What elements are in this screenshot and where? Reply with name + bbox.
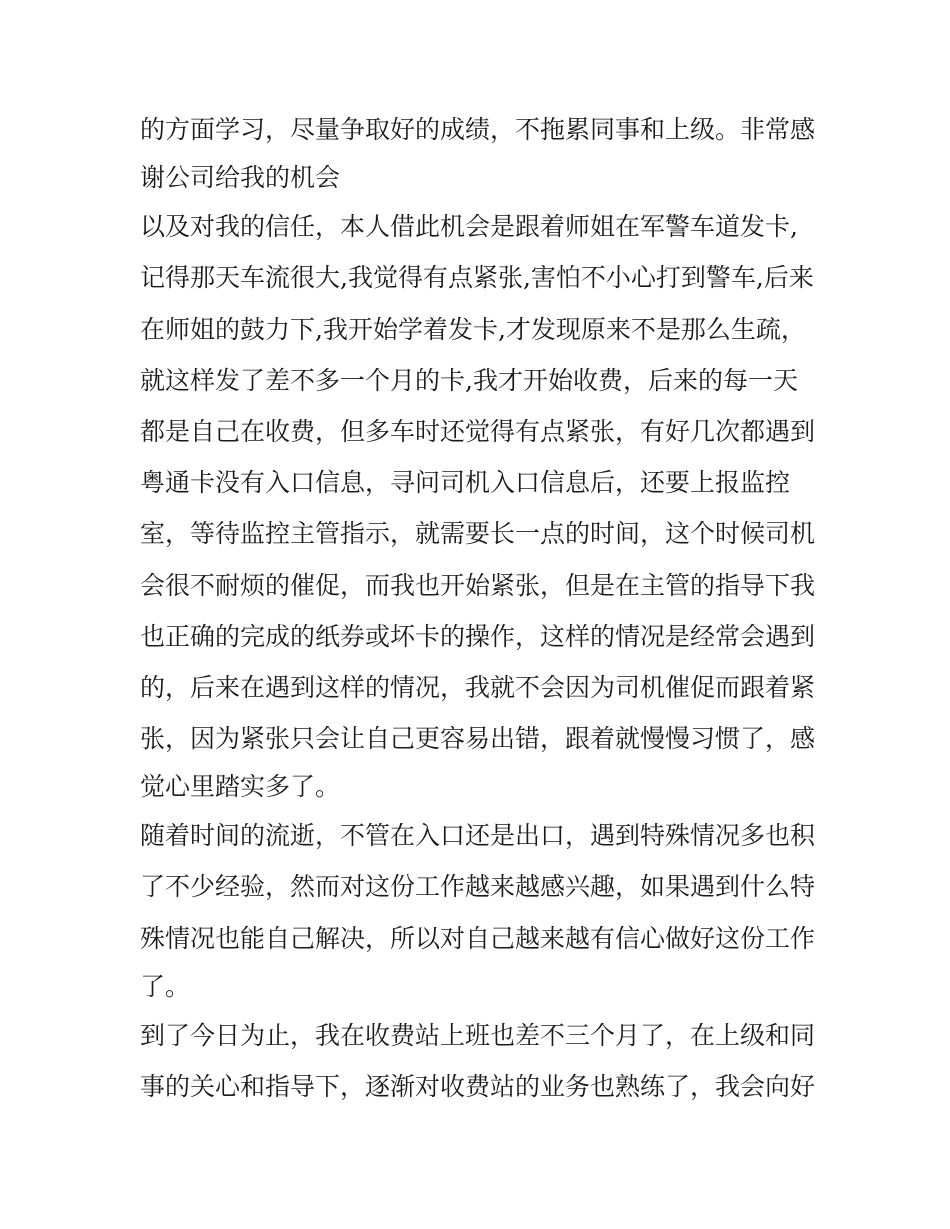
- text-line: 记得那天车流很大,我觉得有点紧张,害怕不小心打到警车,后来: [140, 263, 814, 293]
- text-line: 殊情况也能自己解决，所以对自己越来越有信心做好这份工作: [140, 923, 816, 953]
- text-line: 也正确的完成的纸券或坏卡的操作，这样的情况是经常会遇到: [140, 621, 816, 651]
- text-line: 室，等待监控主管指示，就需要长一点的时间，这个时候司机: [140, 519, 816, 549]
- text-line: 张，因为紧张只会让自己更容易出错，跟着就慢慢习惯了，感: [140, 724, 816, 754]
- text-line: 到了今日为止，我在收费站上班也差不三个月了，在上级和同: [140, 1020, 816, 1050]
- text-line: 的方面学习，尽量争取好的成绩，不拖累同事和上级。非常感: [140, 115, 816, 144]
- text-line: 随着时间的流逝，不管在入口还是出口，遇到特殊情况多也积: [140, 821, 816, 851]
- text-line: 以及对我的信任，本人借此机会是跟着师姐在军警车道发卡,: [140, 212, 798, 242]
- text-line: 会很不耐烦的催促，而我也开始紧张，但是在主管的指导下我: [140, 570, 816, 600]
- text-line: 事的关心和指导下，逐渐对收费站的业务也熟练了，我会向好: [140, 1072, 816, 1101]
- text-line: 了。: [140, 971, 191, 1001]
- text-line: 的，后来在遇到这样的情况，我就不会因为司机催促而跟着紧: [140, 672, 816, 702]
- text-line: 了不少经验，然而对这份工作越来越感兴趣，如果遇到什么特: [140, 872, 816, 902]
- text-line: 都是自己在收费，但多车时还觉得有点紧张，有好几次都遇到: [140, 416, 816, 446]
- text-line: 粤通卡没有入口信息，寻问司机入口信息后，还要上报监控: [140, 468, 791, 498]
- text-line: 觉心里踏实多了。: [140, 772, 341, 802]
- text-line: 就这样发了差不多一个月的卡,我才开始收费，后来的每一天: [140, 365, 798, 395]
- text-line: 在师姐的鼓力下,我开始学着发卡,才发现原来不是那么生疏，: [140, 314, 806, 344]
- body-text: [140, 104, 816, 1112]
- text-line: 谢公司给我的机会: [140, 163, 341, 193]
